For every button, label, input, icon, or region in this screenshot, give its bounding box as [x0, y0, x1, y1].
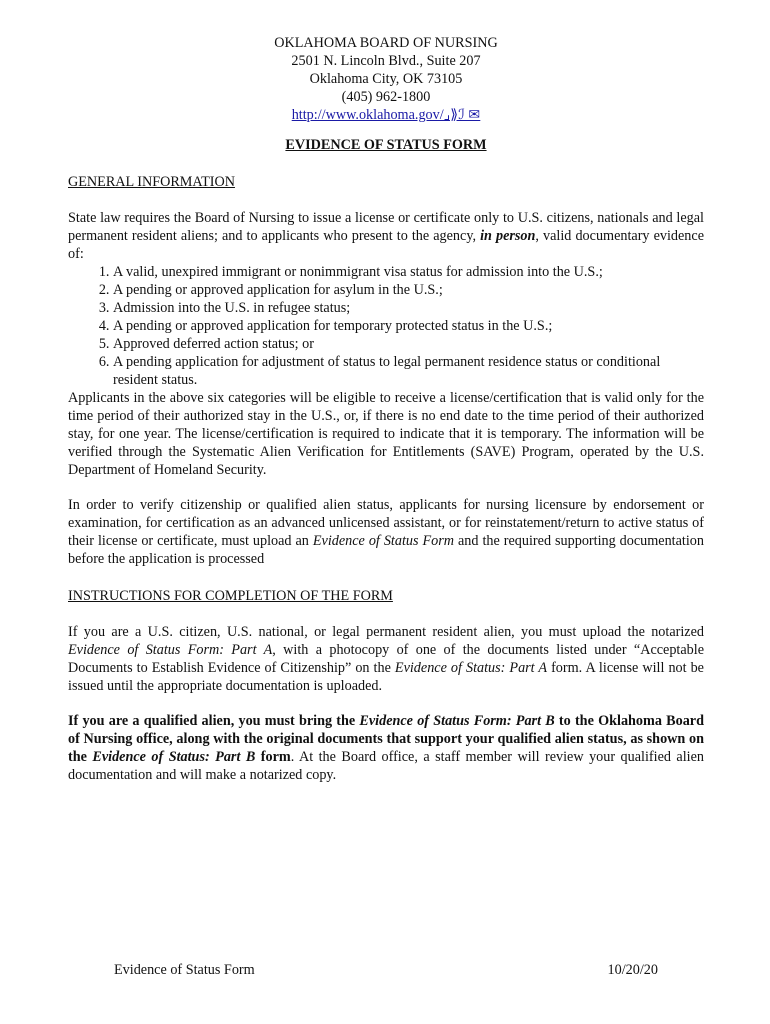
intro-paragraph: State law requires the Board of Nursing to issue a license or certificate only to U.S. citizens, nationals and legal permanent resident aliens; and to applicants who present to the agency, in person, valid documentary evidence of:	[68, 210, 704, 262]
list-item: 4. A pending or approved application for temporary protected status in the U.S.;	[113, 317, 704, 335]
general-info-heading: GENERAL INFORMATION	[68, 174, 235, 190]
form-title: EVIDENCE OF STATUS FORM	[285, 137, 487, 153]
letterhead	[68, 34, 704, 124]
eligibility-paragraph: Applicants in the above six categories will be eligible to receive a license/certification that is valid only for the time period of their authorized stay in the U.S., or, if there is no end date to the time period of their authorized stay, for one year. The license/certification is required to indicate that it is temporary. The information will be verified through the Systematic Alien Verification for Entitlements (SAVE) Program, operated by the U.S. Department of Homeland Security.	[68, 390, 704, 478]
website-link[interactable]: http://www.oklahoma.gov/⌟⟫ℐ ✉	[291, 107, 481, 123]
address-line: 2501 N. Lincoln Blvd., Suite 207	[291, 53, 481, 69]
footer-form-name: Evidence of Status Form	[114, 962, 255, 978]
list-item: 2. A pending or approved application for asylum in the U.S.;	[113, 281, 704, 299]
list-item: 1. A valid, unexpired immigrant or nonimmigrant visa status for admission into the U.S.;	[113, 263, 704, 281]
citizen-instructions: If you are a U.S. citizen, U.S. national, or legal permanent resident alien, you must upload the notarized Evidence of Status Form: Part A, with a photocopy of one of the documents listed under “Acceptable Documents to Establish Evidence of Citizenship” on the Evidence of Status: Part A form. A license will not be issued until the appropriate documentation is uploaded.	[68, 624, 704, 694]
phone-line: (405) 962-1800	[341, 89, 431, 105]
qualified-alien-instructions: If you are a qualified alien, you must bring the Evidence of Status Form: Part B to the Oklahoma Board of Nursing office, along with the original documents that support your qualified alien status, as shown on the Evidence of Status: Part B form. At the Board office, a staff member will review your qualified alien documentation and will make a notarized copy.	[68, 713, 704, 783]
list-item: 3. Admission into the U.S. in refugee status;	[113, 299, 704, 317]
city-line: Oklahoma City, OK 73105	[309, 71, 463, 87]
footer-date: 10/20/20	[607, 962, 658, 978]
status-categories-list	[68, 263, 704, 389]
org-name: OKLAHOMA BOARD OF NURSING	[274, 35, 498, 51]
verification-paragraph: In order to verify citizenship or qualified alien status, applicants for nursing licensure by endorsement or examination, for certification as an advanced unlicensed assistant, or for reinstatement/return to active status of their license or certificate, must upload an Evidence of Status Form and the required supporting documentation before the application is processed	[68, 497, 704, 567]
instructions-heading: INSTRUCTIONS FOR COMPLETION OF THE FORM	[68, 588, 393, 604]
document-page	[68, 34, 704, 784]
list-item: 5. Approved deferred action status; or	[113, 335, 704, 353]
list-item: 6. A pending application for adjustment of status to legal permanent residence status or conditional resident status.	[113, 353, 704, 389]
